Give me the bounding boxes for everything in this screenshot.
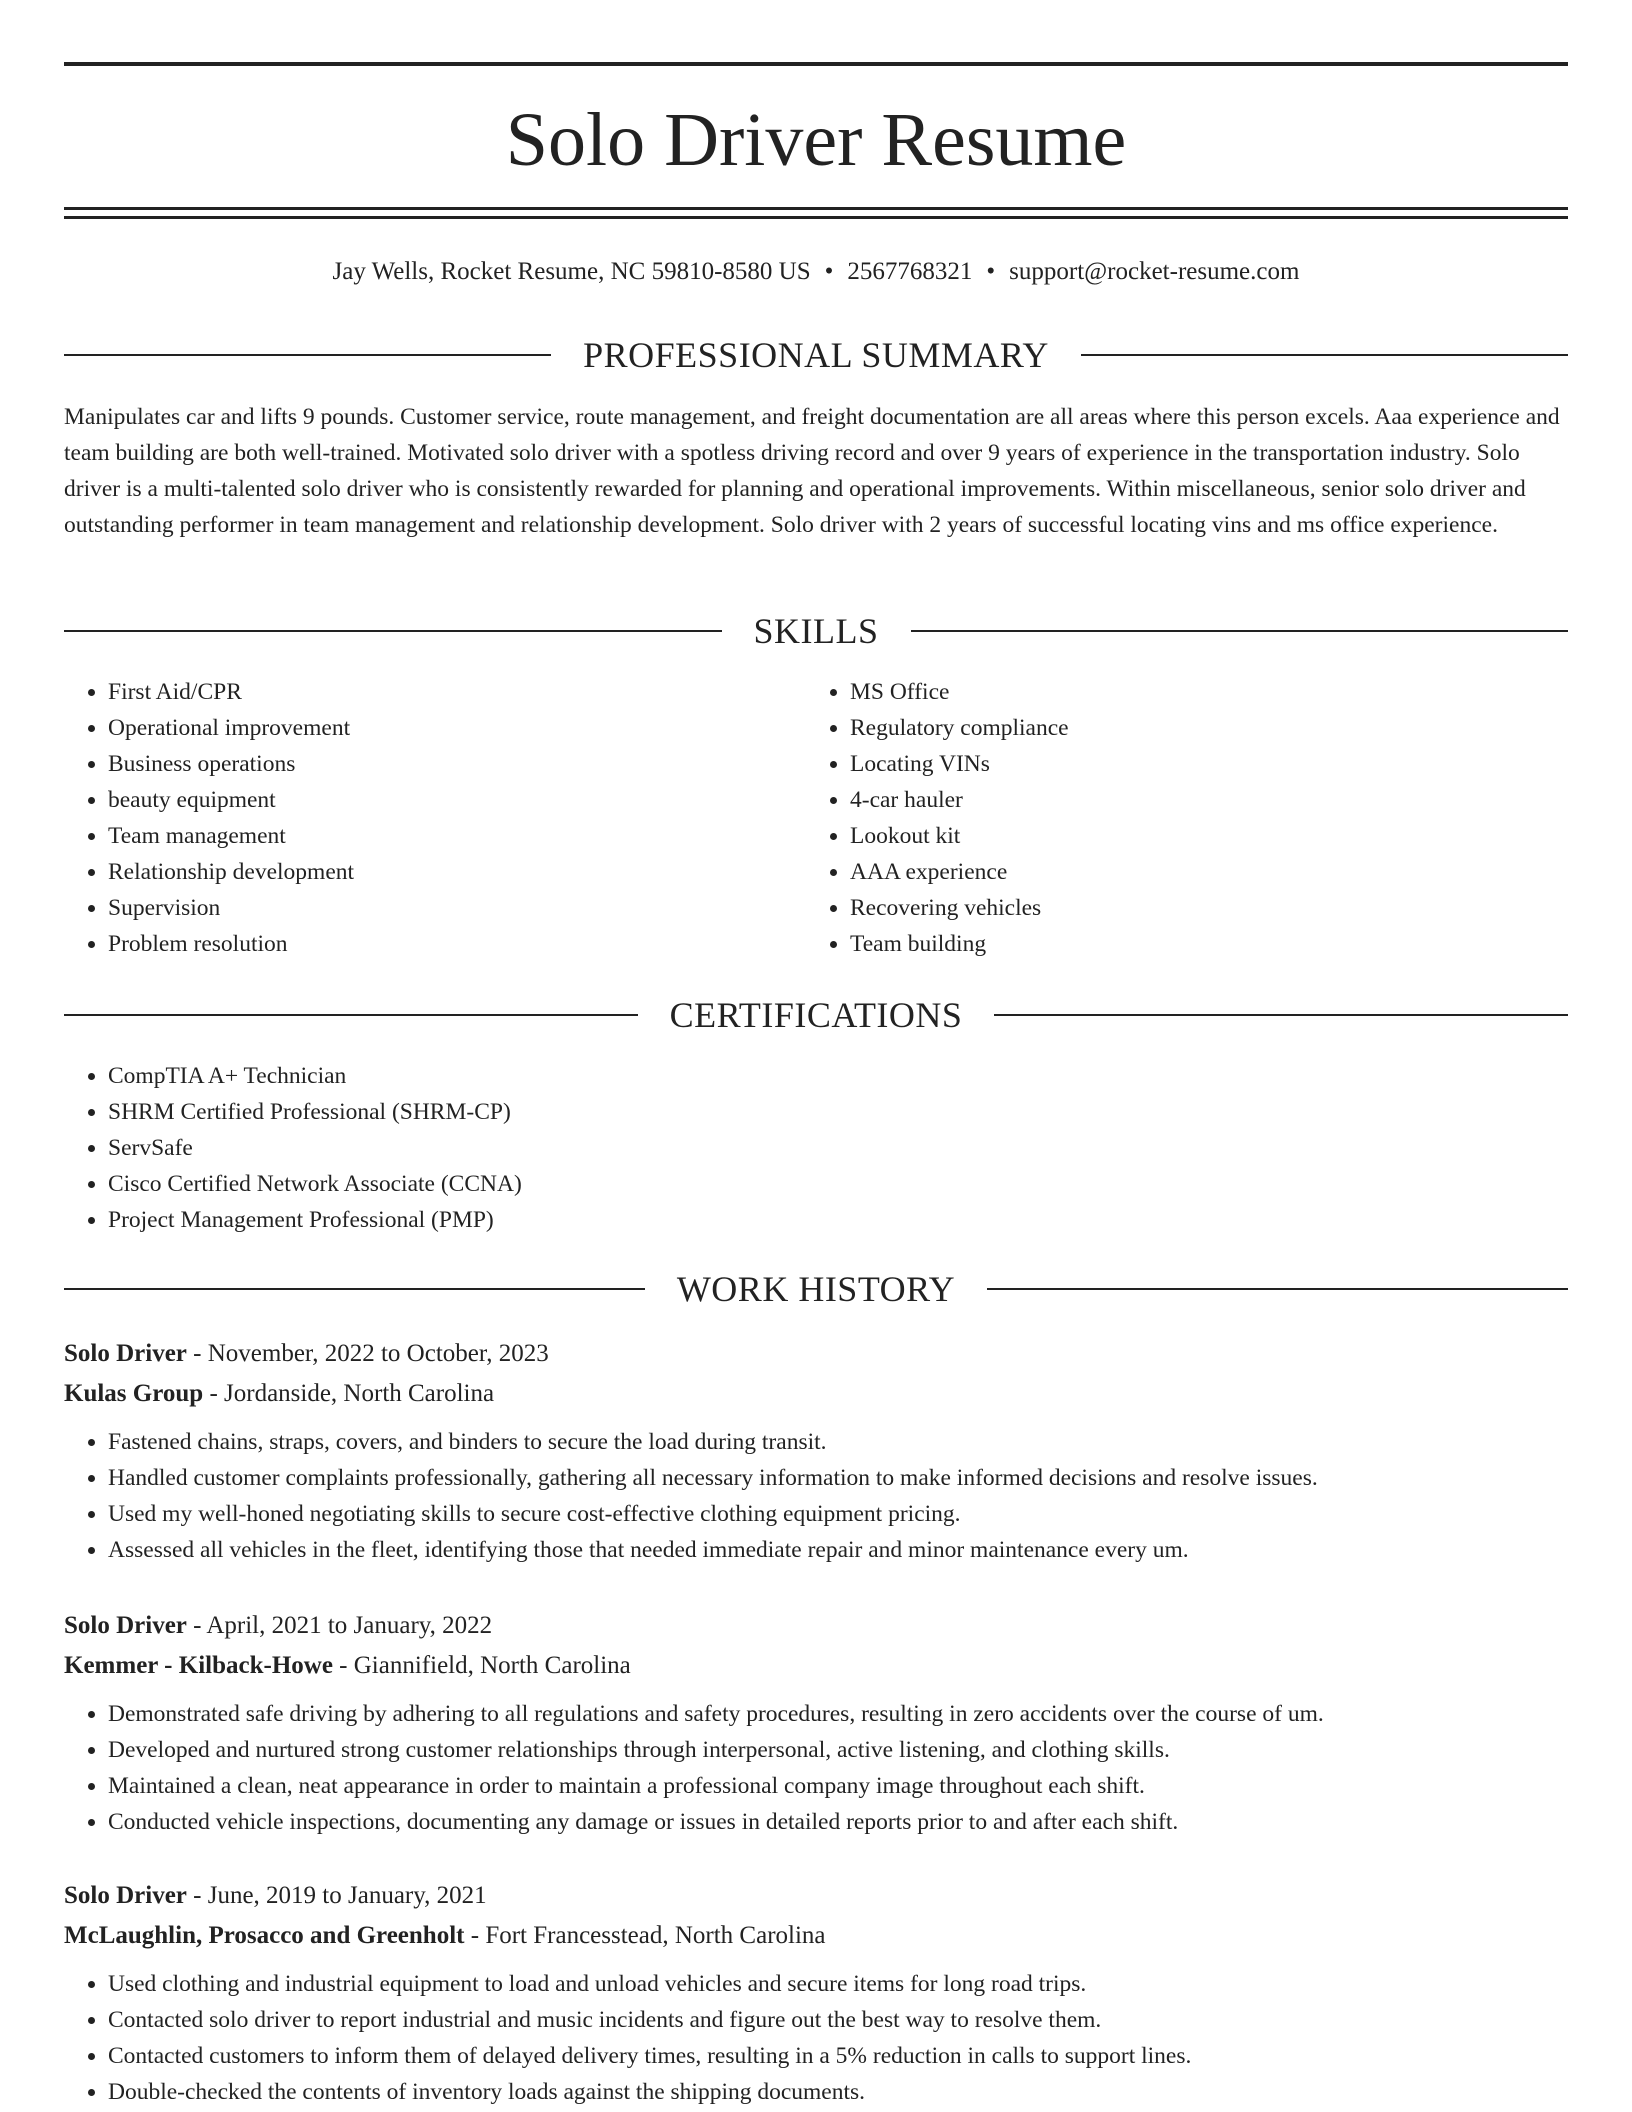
job-bullet: • Double-checked the contents of inventory loads against the shipping documents.	[108, 2074, 1568, 2110]
job-bullet: • Assessed all vehicles in the fleet, identifying those that needed immediate repair and minor maintenance every um.	[108, 1532, 1568, 1568]
job-entry	[64, 1606, 1568, 1840]
job-bullet: • Conducted vehicle inspections, documenting any damage or issues in detailed reports prior to and after each shift.	[108, 1804, 1568, 1840]
job-bullet-list	[64, 1966, 1568, 2110]
skill-item: • Recovering vehicles	[850, 890, 1506, 926]
skill-item: • Business operations	[108, 746, 764, 782]
job-location: Jordanside, North Carolina	[224, 1380, 495, 1407]
summary-text: Manipulates car and lifts 9 pounds. Customer service, route management, and freight documentation are all areas where this person excels. Aaa experience and team building are both well-trained. Motivated solo driver with a spotless driving record and over 9 years of experience in the transportation industry. Solo driver is a multi-talented solo driver who is consistently rewarded for planning and operational improvements. Within miscellaneous, senior solo driver and outstanding performer in team management and relationship development. Solo driver with 2 years of successful locating vins and ms office experience.	[64, 404, 1560, 538]
certification-item: • CompTIA A+ Technician	[108, 1058, 522, 1094]
certifications-list-container	[64, 1058, 522, 1238]
job-dates: April, 2021 to January, 2022	[206, 1612, 493, 1639]
contact-address: Jay Wells, Rocket Resume, NC 59810-8580 US	[332, 258, 811, 285]
resume-title: Solo Driver Resume	[505, 98, 1127, 182]
job-bullet-list	[64, 1696, 1568, 1840]
job-company-line: Kulas Group - Jordanside, North Carolina	[64, 1380, 495, 1407]
skill-item: • 4-car hauler	[850, 782, 1506, 818]
job-bullet: • Handled customer complaints professionally, gathering all necessary information to make informed decisions and resolve issues.	[108, 1460, 1568, 1496]
job-company-line: Kemmer - Kilback-Howe - Giannifield, North Carolina	[64, 1652, 631, 1679]
job-company: McLaughlin, Prosacco and Greenholt	[64, 1922, 465, 1949]
skill-item: • Locating VINs	[850, 746, 1506, 782]
contact-separator: •	[986, 258, 996, 285]
job-title: Solo Driver	[64, 1882, 187, 1909]
skills-right-column	[806, 674, 1506, 962]
section-rule	[994, 1014, 1568, 1016]
skill-item: • Problem resolution	[108, 926, 764, 962]
section-rule	[987, 1288, 1568, 1290]
work-heading: WORK HISTORY	[676, 1269, 956, 1309]
section-rule	[64, 1014, 638, 1016]
skills-right-list	[806, 674, 1506, 962]
title-double-rule	[64, 207, 1568, 219]
summary-heading: PROFESSIONAL SUMMARY	[583, 335, 1049, 375]
job-entry	[64, 1334, 1568, 1568]
skill-item: • First Aid/CPR	[108, 674, 764, 710]
job-bullet: • Contacted customers to inform them of delayed delivery times, resulting in a 5% reduction in calls to support lines.	[108, 2038, 1568, 2074]
certifications-list	[64, 1058, 522, 1238]
contact-email: support@rocket-resume.com	[1009, 258, 1300, 285]
certification-item: • Project Management Professional (PMP)	[108, 1202, 522, 1238]
job-bullet: • Developed and nurtured strong customer relationships through interpersonal, active listening, and clothing skills.	[108, 1732, 1568, 1768]
job-bullet: • Demonstrated safe driving by adhering to all regulations and safety procedures, resulting in zero accidents over the course of um.	[108, 1696, 1568, 1732]
contact-separator: •	[824, 258, 834, 285]
job-bullet: • Maintained a clean, neat appearance in order to maintain a professional company image throughout each shift.	[108, 1768, 1568, 1804]
job-title: Solo Driver	[64, 1612, 187, 1639]
job-title: Solo Driver	[64, 1340, 187, 1367]
job-bullet: • Fastened chains, straps, covers, and binders to secure the load during transit.	[108, 1424, 1568, 1460]
work-section-header	[64, 1267, 1568, 1311]
section-rule	[64, 630, 722, 632]
skill-item: • MS Office	[850, 674, 1506, 710]
skills-heading: SKILLS	[753, 611, 879, 651]
job-company-line: McLaughlin, Prosacco and Greenholt - Fort Francesstead, North Carolina	[64, 1922, 826, 1949]
certifications-section-header	[64, 993, 1568, 1037]
job-company: Kulas Group	[64, 1380, 204, 1407]
job-bullet: • Used clothing and industrial equipment to load and unload vehicles and secure items for long road trips.	[108, 1966, 1568, 2002]
certification-item: • ServSafe	[108, 1130, 522, 1166]
job-dates: November, 2022 to October, 2023	[207, 1340, 549, 1367]
job-location: Giannifield, North Carolina	[353, 1652, 631, 1679]
skills-left-column	[64, 674, 764, 962]
contact-line	[64, 254, 1568, 290]
certifications-heading: CERTIFICATIONS	[669, 995, 963, 1035]
section-rule	[911, 630, 1569, 632]
skill-item: • Operational improvement	[108, 710, 764, 746]
skill-item: • AAA experience	[850, 854, 1506, 890]
skill-item: • beauty equipment	[108, 782, 764, 818]
certification-item: • SHRM Certified Professional (SHRM-CP)	[108, 1094, 522, 1130]
job-location: Fort Francesstead, North Carolina	[485, 1922, 826, 1949]
job-entry	[64, 1876, 1568, 2110]
skill-item: • Supervision	[108, 890, 764, 926]
section-rule	[64, 1288, 645, 1290]
top-rule	[64, 62, 1568, 66]
job-dates: June, 2019 to January, 2021	[207, 1882, 487, 1909]
skill-item: • Team management	[108, 818, 764, 854]
certification-item: • Cisco Certified Network Associate (CCNA)	[108, 1166, 522, 1202]
section-rule	[1081, 354, 1568, 356]
skills-section-header	[64, 609, 1568, 653]
skill-item: • Regulatory compliance	[850, 710, 1506, 746]
section-rule	[64, 354, 551, 356]
job-title-line: Solo Driver - November, 2022 to October, 2023	[64, 1340, 549, 1367]
job-title-line: Solo Driver - June, 2019 to January, 2021	[64, 1882, 487, 1909]
skill-item: • Lookout kit	[850, 818, 1506, 854]
contact-phone: 2567768321	[847, 258, 973, 285]
skills-left-list	[64, 674, 764, 962]
job-bullet-list	[64, 1424, 1568, 1568]
job-company: Kemmer - Kilback-Howe	[64, 1652, 333, 1679]
job-bullet: • Contacted solo driver to report industrial and music incidents and figure out the best way to resolve them.	[108, 2002, 1568, 2038]
skill-item: • Team building	[850, 926, 1506, 962]
job-bullet: • Used my well-honed negotiating skills to secure cost-effective clothing equipment pricing.	[108, 1496, 1568, 1532]
skill-item: • Relationship development	[108, 854, 764, 890]
job-title-line: Solo Driver - April, 2021 to January, 2022	[64, 1612, 493, 1639]
summary-section-header	[64, 333, 1568, 377]
